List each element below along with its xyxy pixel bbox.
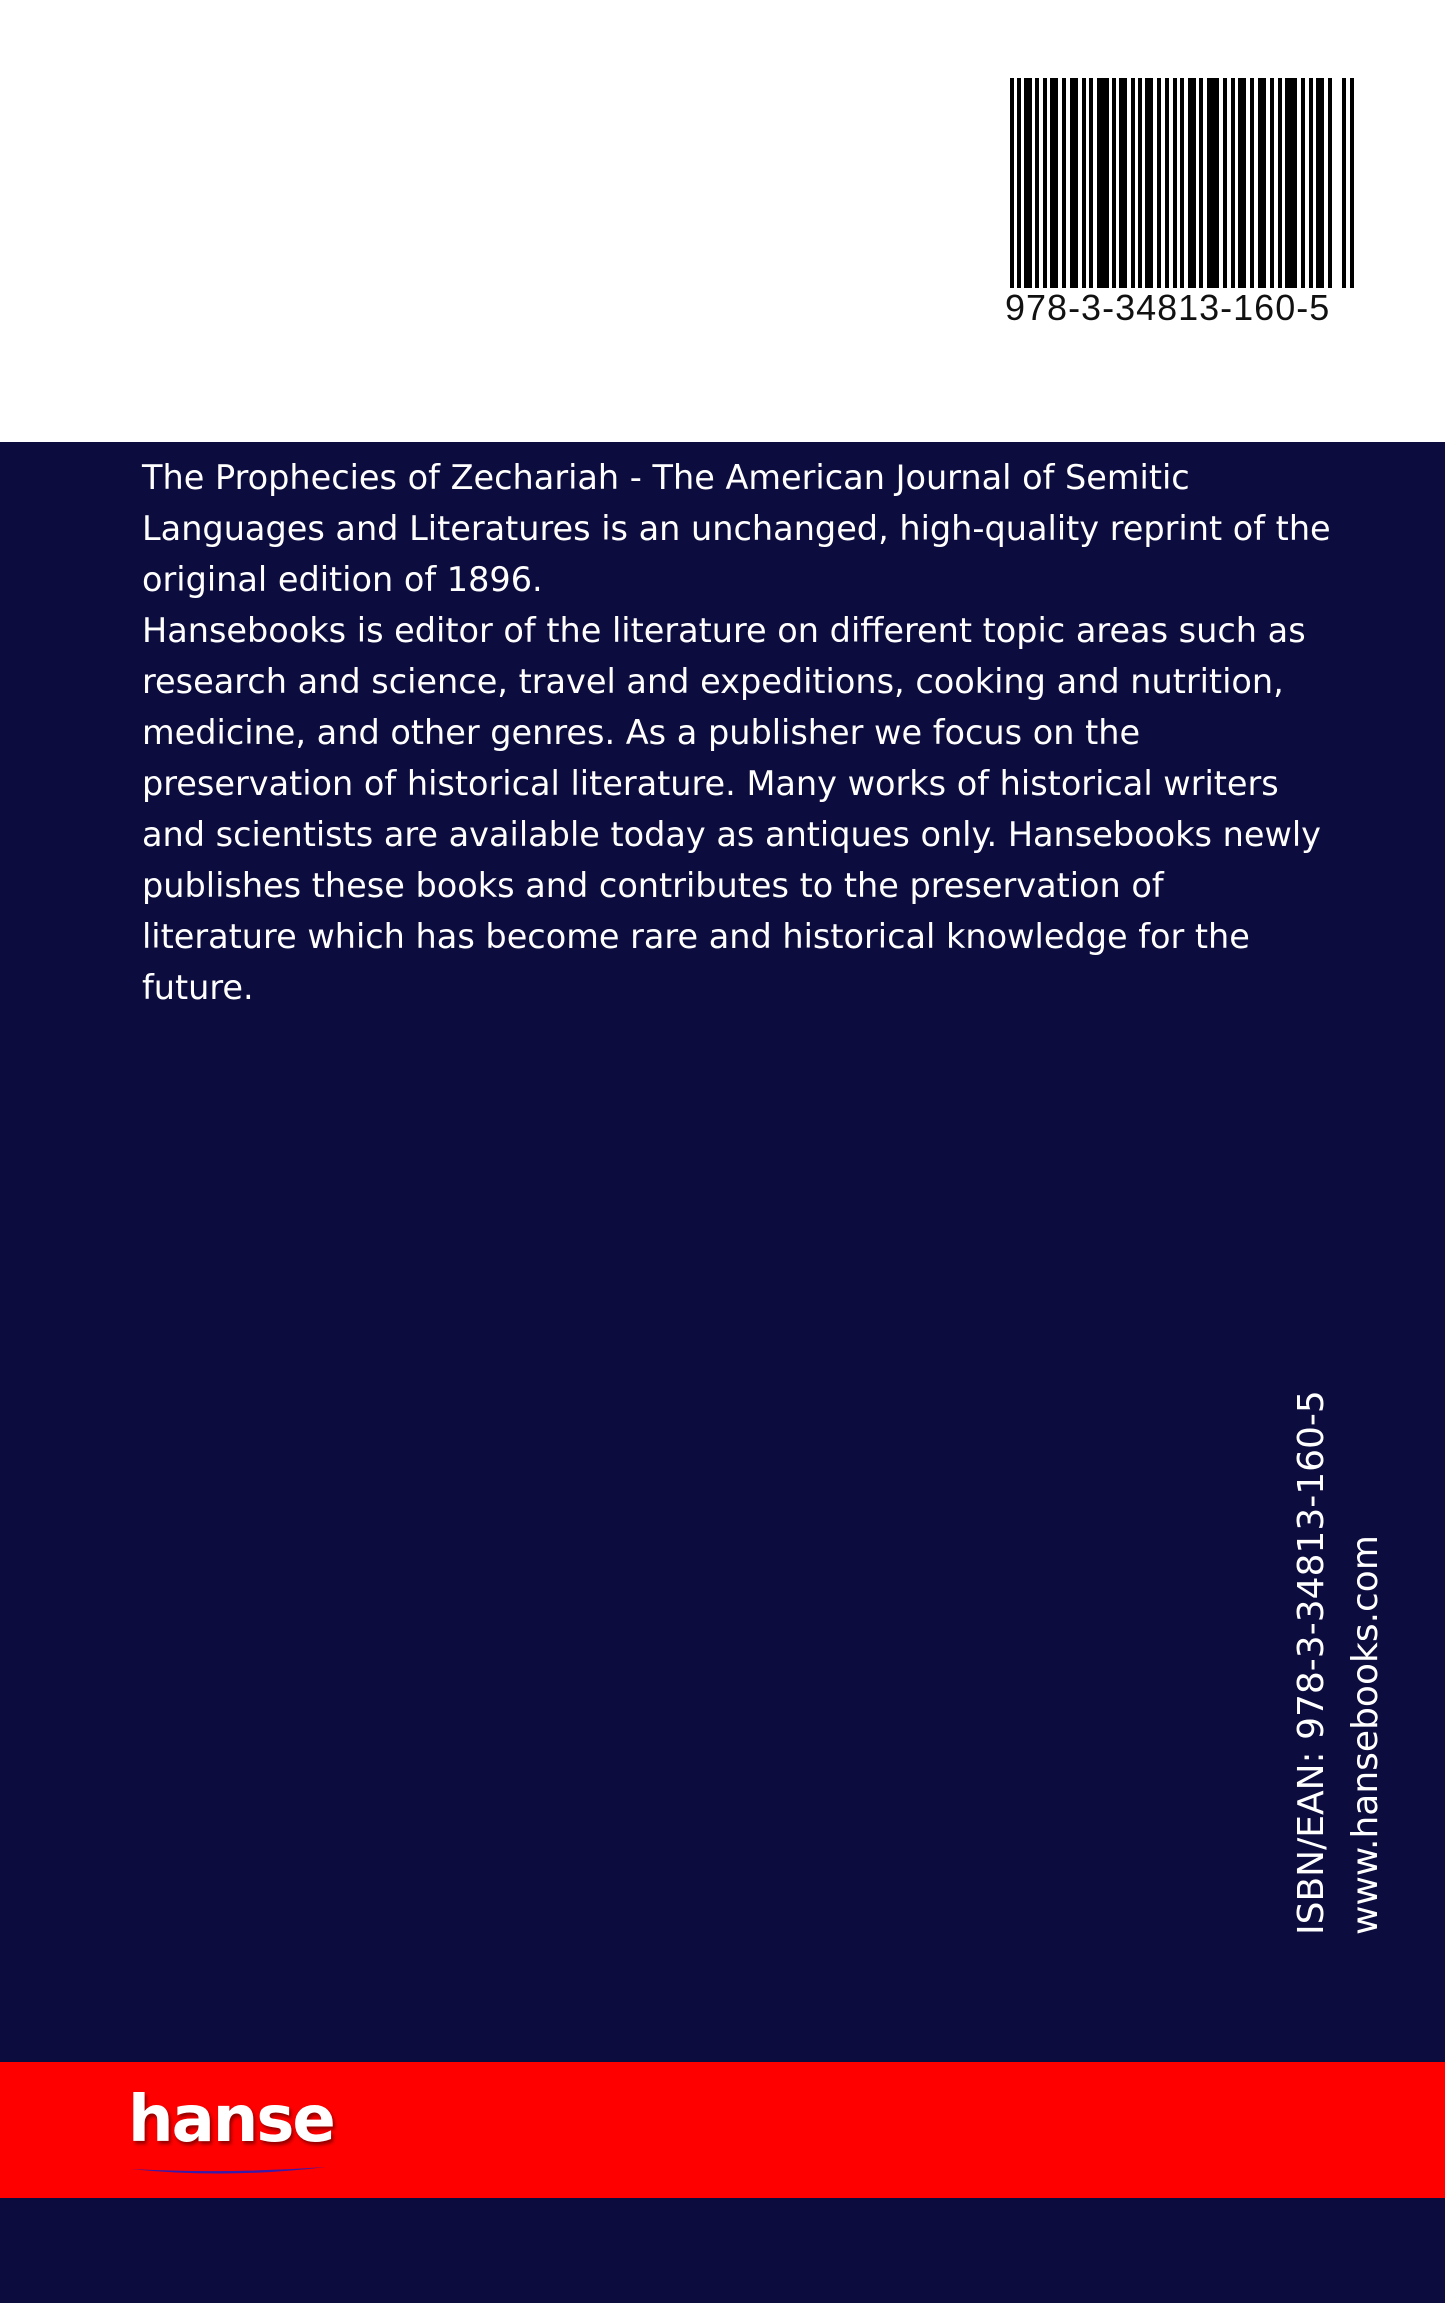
book-description bbox=[142, 452, 1382, 1013]
barcode-number: 978-3-34813-160-5 bbox=[1005, 287, 1331, 328]
spine-info bbox=[1285, 1390, 1393, 1935]
top-white-panel bbox=[0, 0, 1445, 442]
barcode bbox=[1010, 78, 1360, 288]
description-line: publishes these books and contributes to the preservation of bbox=[142, 866, 1164, 905]
logo-swoosh-icon bbox=[128, 2163, 328, 2179]
description-line: medicine, and other genres. As a publisher we focus on the bbox=[142, 713, 1141, 752]
publisher-website: www.hansebooks.com bbox=[1345, 1535, 1386, 1935]
description-line: and scientists are available today as antiques only. Hansebooks newly bbox=[142, 815, 1321, 854]
description-line: future. bbox=[142, 968, 254, 1007]
hanse-logo: hanse bbox=[128, 2083, 334, 2157]
isbn-ean-label: ISBN/EAN: 978-3-34813-160-5 bbox=[1291, 1390, 1332, 1935]
description-line: literature which has become rare and historical knowledge for the bbox=[142, 917, 1250, 956]
description-line: The Prophecies of Zechariah - The American Journal of Semitic bbox=[142, 458, 1190, 497]
description-line: original edition of 1896. bbox=[142, 560, 543, 599]
barcode-icon bbox=[1010, 78, 1354, 288]
description-line: Languages and Literatures is an unchanged, high-quality reprint of the bbox=[142, 509, 1331, 548]
description-line: preservation of historical literature. Many works of historical writers bbox=[142, 764, 1279, 803]
description-line: research and science, travel and expeditions, cooking and nutrition, bbox=[142, 662, 1284, 701]
description-line: Hansebooks is editor of the literature on different topic areas such as bbox=[142, 611, 1306, 650]
bottom-strip bbox=[0, 2198, 1445, 2303]
